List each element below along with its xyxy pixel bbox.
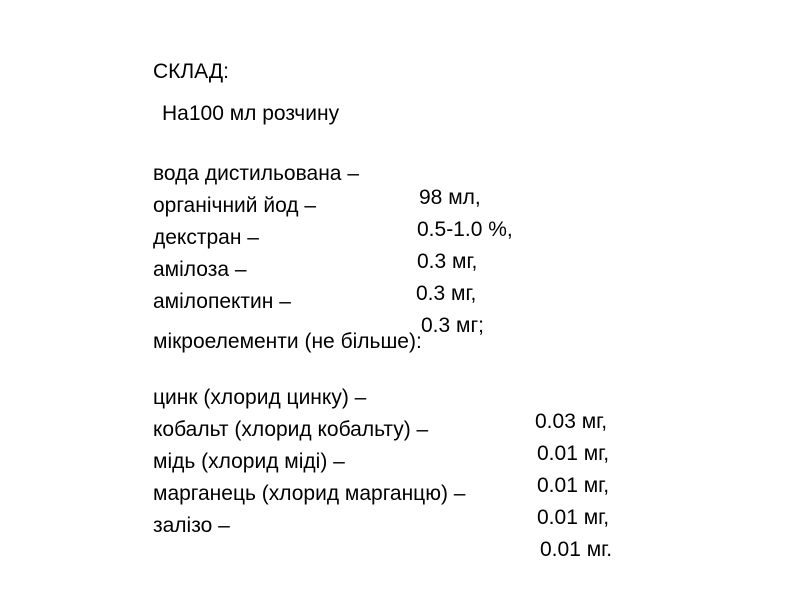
composition-heading: СКЛАД: (153, 60, 229, 83)
microelement-value: 0.01 мг, (537, 442, 610, 465)
microelement-value: 0.03 мг, (535, 410, 608, 433)
per-volume-line: На100 мл розчину (162, 102, 340, 125)
ingredient-value: 0.3 мг, (416, 282, 477, 305)
microelement-label: цинк (хлорид цинку) – (153, 386, 367, 409)
microelement-value: 0.01 мг. (540, 538, 613, 561)
ingredient-value: 98 мл, (419, 186, 481, 209)
ingredient-label: вода дистильована – (153, 162, 360, 185)
ingredient-label: декстран – (153, 226, 259, 249)
ingredient-label: органічний йод – (153, 194, 317, 217)
ingredient-value: 0.5-1.0 %, (417, 218, 513, 241)
microelement-value: 0.01 мг, (537, 474, 610, 497)
ingredient-label: амілоза – (153, 258, 247, 281)
ingredient-value: 0.3 мг, (417, 250, 478, 273)
microelement-label: мідь (хлорид міді) – (153, 450, 345, 473)
microelement-label: кобальт (хлорид кобальту) – (153, 418, 429, 441)
microelement-label: залізо – (153, 514, 230, 537)
ingredient-label: амілопектин – (153, 290, 291, 313)
microelement-label: марганець (хлорид марганцю) – (153, 482, 466, 505)
microelements-heading: мікроелементи (не більше): (153, 330, 422, 353)
microelement-value: 0.01 мг, (537, 506, 610, 529)
ingredient-value: 0.3 мг; (421, 314, 484, 337)
